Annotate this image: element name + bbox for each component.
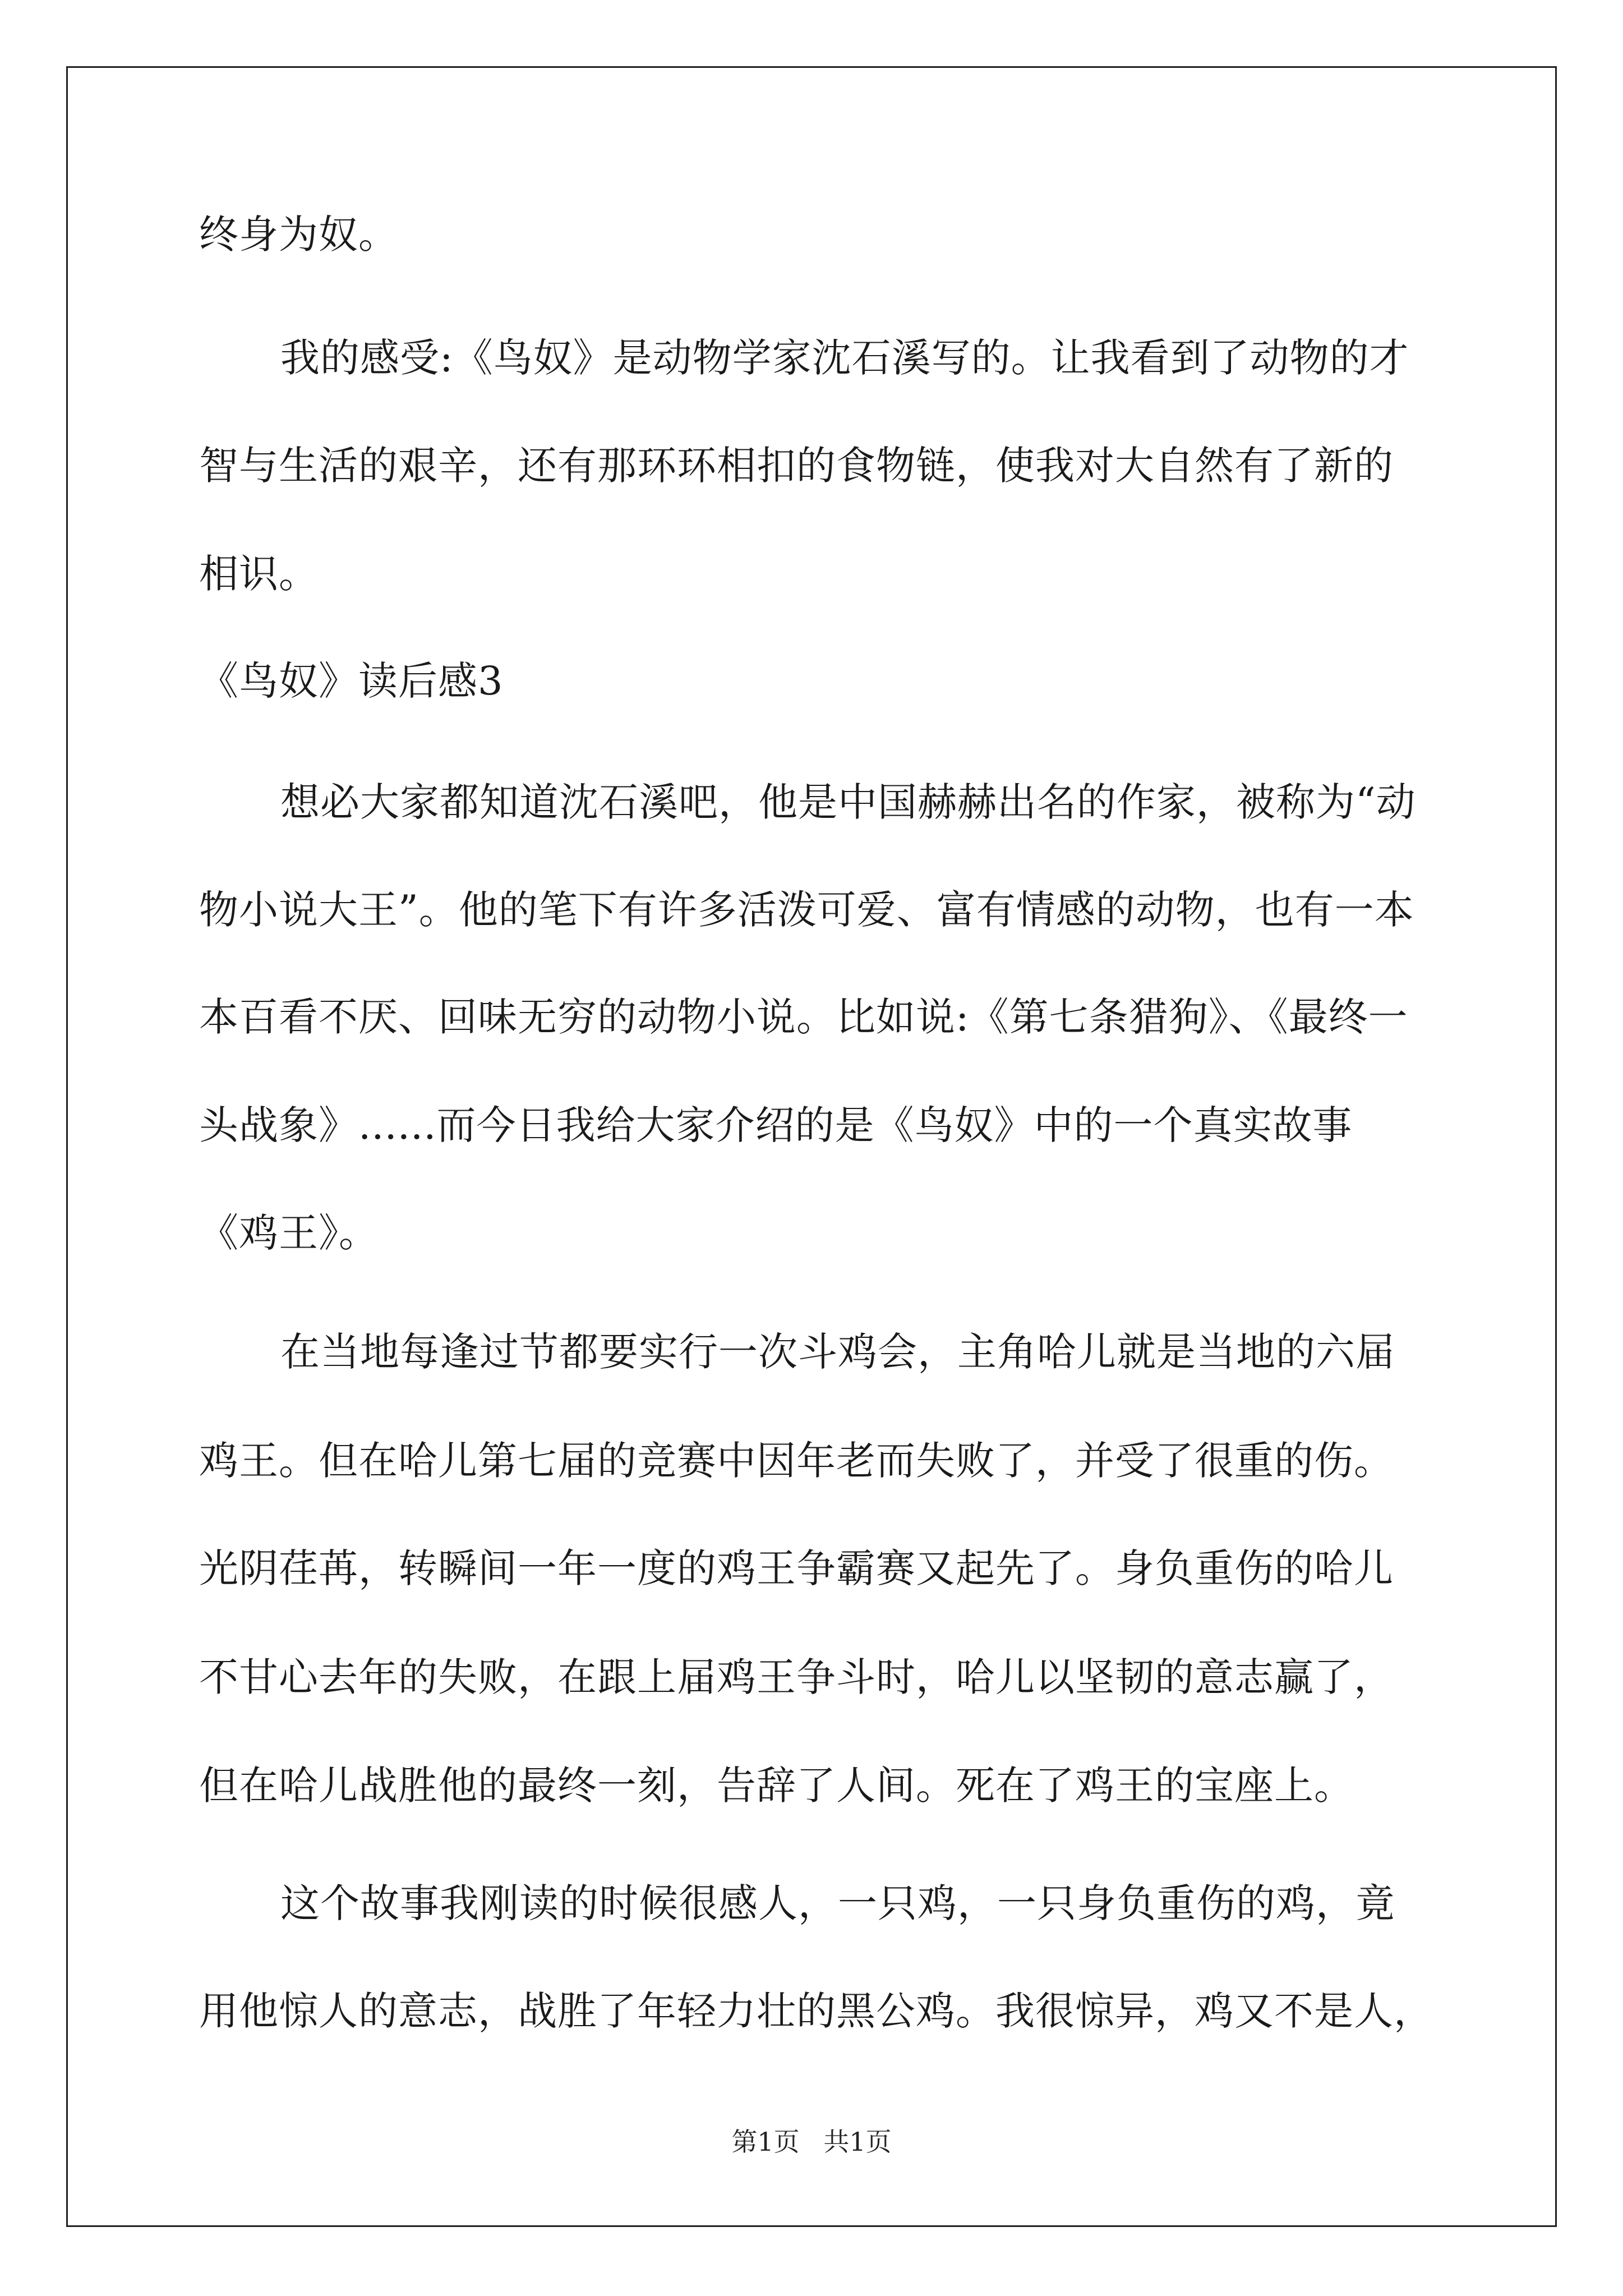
- paragraph-line: 想必大家都知道沈石溪吧，他是中国赫赫出名的作家，被称为“动: [280, 779, 1416, 825]
- paragraph-line: 智与生活的艰辛，还有那环环相扣的食物链，使我对大自然有了新的: [199, 443, 1394, 489]
- paragraph-line: 但在哈儿战胜他的最终一刻，告辞了人间。死在了鸡王的宝座上。: [199, 1763, 1354, 1809]
- paragraph-line: 这个故事我刚读的时候很感人，一只鸡，一只身负重伤的鸡，竟: [280, 1880, 1395, 1926]
- paragraph-line: 不甘心去年的失败，在跟上届鸡王争斗时，哈儿以坚韧的意志赢了，: [199, 1654, 1394, 1700]
- paragraph-line: 我的感受:《鸟奴》是动物学家沈石溪写的。让我看到了动物的才: [280, 335, 1409, 381]
- page-total: 共1页: [823, 2127, 892, 2157]
- page-footer: [0, 2125, 1623, 2159]
- paragraph-line: 光阴荏苒，转瞬间一年一度的鸡王争霸赛又起先了。身负重伤的哈儿: [199, 1545, 1394, 1591]
- paragraph-line: 鸡王。但在哈儿第七届的竞赛中因年老而失败了，并受了很重的伤。: [199, 1438, 1394, 1484]
- paragraph-line: 终身为奴。: [199, 211, 398, 257]
- paragraph-line: 用他惊人的意志，战胜了年轻力壮的黑公鸡。我很惊异，鸡又不是人，: [199, 1988, 1433, 2034]
- section-heading: 《鸟奴》读后感3: [199, 658, 504, 704]
- paragraph-line: 相识。: [199, 551, 319, 597]
- paragraph-line: 在当地每逢过节都要实行一次斗鸡会，主角哈儿就是当地的六届: [280, 1329, 1395, 1375]
- paragraph-line: 本百看不厌、回味无穷的动物小说。比如说:《第七条猎狗》、《最终一: [199, 994, 1408, 1040]
- paragraph-line: 头战象》......而今日我给大家介绍的是《鸟奴》中的一个真实故事: [199, 1102, 1353, 1148]
- paragraph-line: 物小说大王”。他的笔下有许多活泼可爱、富有情感的动物，也有一本: [199, 887, 1414, 933]
- page-number: 第1页: [731, 2127, 800, 2157]
- paragraph-line: 《鸡王》。: [199, 1210, 379, 1256]
